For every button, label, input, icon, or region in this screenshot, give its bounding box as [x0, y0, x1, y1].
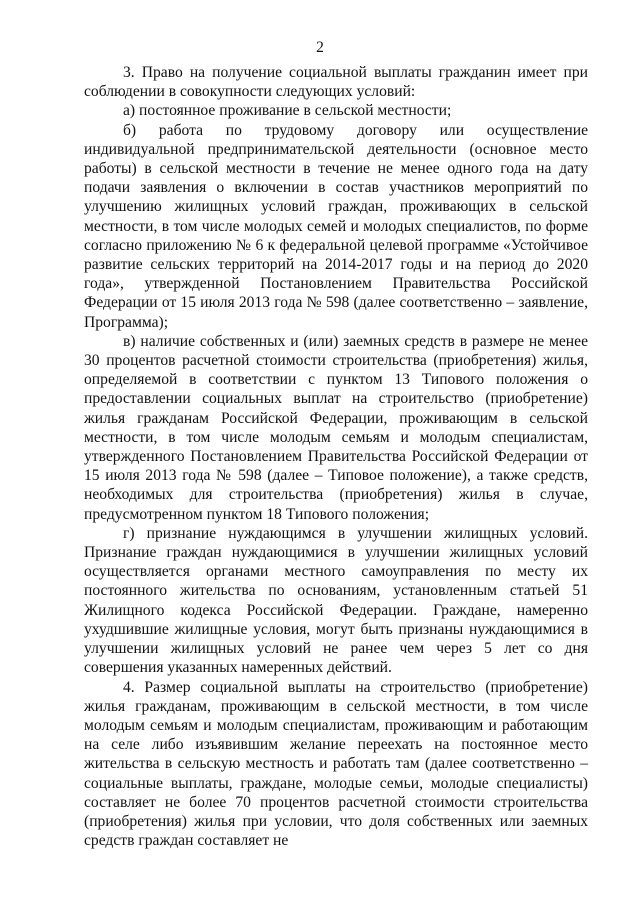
document-body	[84, 63, 588, 850]
paragraph-condition-g: г) признание нуждающимся в улучшении жилищных условий. Признание граждан нуждающимися в улучшении жилищных условий осуществляется органами местного самоуправления по месту их постоянного жительства по основаниям, установленным статьей 51 Жилищного кодекса Российской Федерации. Граждане, намеренно ухудшившие жилищные условия, могут быть признаны нуждающимися в улучшении жилищных условий не ранее чем через 5 лет со дня совершения указанных намеренных действий.	[84, 524, 588, 677]
paragraph-clause-3: 3. Право на получение социальной выплаты гражданин имеет при соблюдении в совокупности следующих условий:	[84, 64, 588, 101]
paragraph-condition-b: б) работа по трудовому договору или осуществление индивидуальной предпринимательской деятельности (основное место работы) в сельской местности в течение не менее одного года на дату подачи заявления о включении в состав участников мероприятий по улучшению жилищных условий граждан, проживающих в сельской местности, в том числе молодых семей и молодых специалистов, по форме согласно приложению № 6 к федеральной целевой программе «Устойчивое развитие сельских территорий на 2014-2017 годы и на период до 2020 года», утвержденной Постановлением Правительства Российской Федерации от 15 июля 2013 года № 598 (далее соответственно – заявление, Программа);	[84, 121, 588, 331]
paragraph-clause-4: 4. Размер социальной выплаты на строительство (приобретение) жилья гражданам, проживающим в сельской местности, в том числе молодым семьям и молодым специалистам, проживающим и работающим на селе либо изъявившим желание переехать на постоянное место жительства в сельскую местность и работать там (далее соответственно – социальные выплаты, граждане, молодые семьи, молодые специалисты) составляет не более 70 процентов расчетной стоимости строительства (приобретения) жилья при условии, что доля собственных или заемных средств граждан составляет не	[84, 678, 588, 850]
paragraph-condition-v: в) наличие собственных и (или) заемных средств в размере не менее 30 процентов расчетной стоимости строительства (приобретения) жилья, определяемой в соответствии с пунктом 13 Типового положения о предоставлении социальных выплат на строительство (приобретение) жилья гражданам Российской Федерации, проживающим в сельской местности, в том числе молодым семьям и молодым специалистам, утвержденного Постановлением Правительства Российской Федерации от 15 июля 2013 года № 598 (далее – Типовое положение), а также средств, необходимых для строительства (приобретения) жилья в случае, предусмотренном пунктом 18 Типового положения;	[84, 332, 588, 523]
page-number: 2	[316, 39, 324, 56]
paragraph-condition-a: а) постоянное проживание в сельской местности;	[123, 102, 452, 120]
